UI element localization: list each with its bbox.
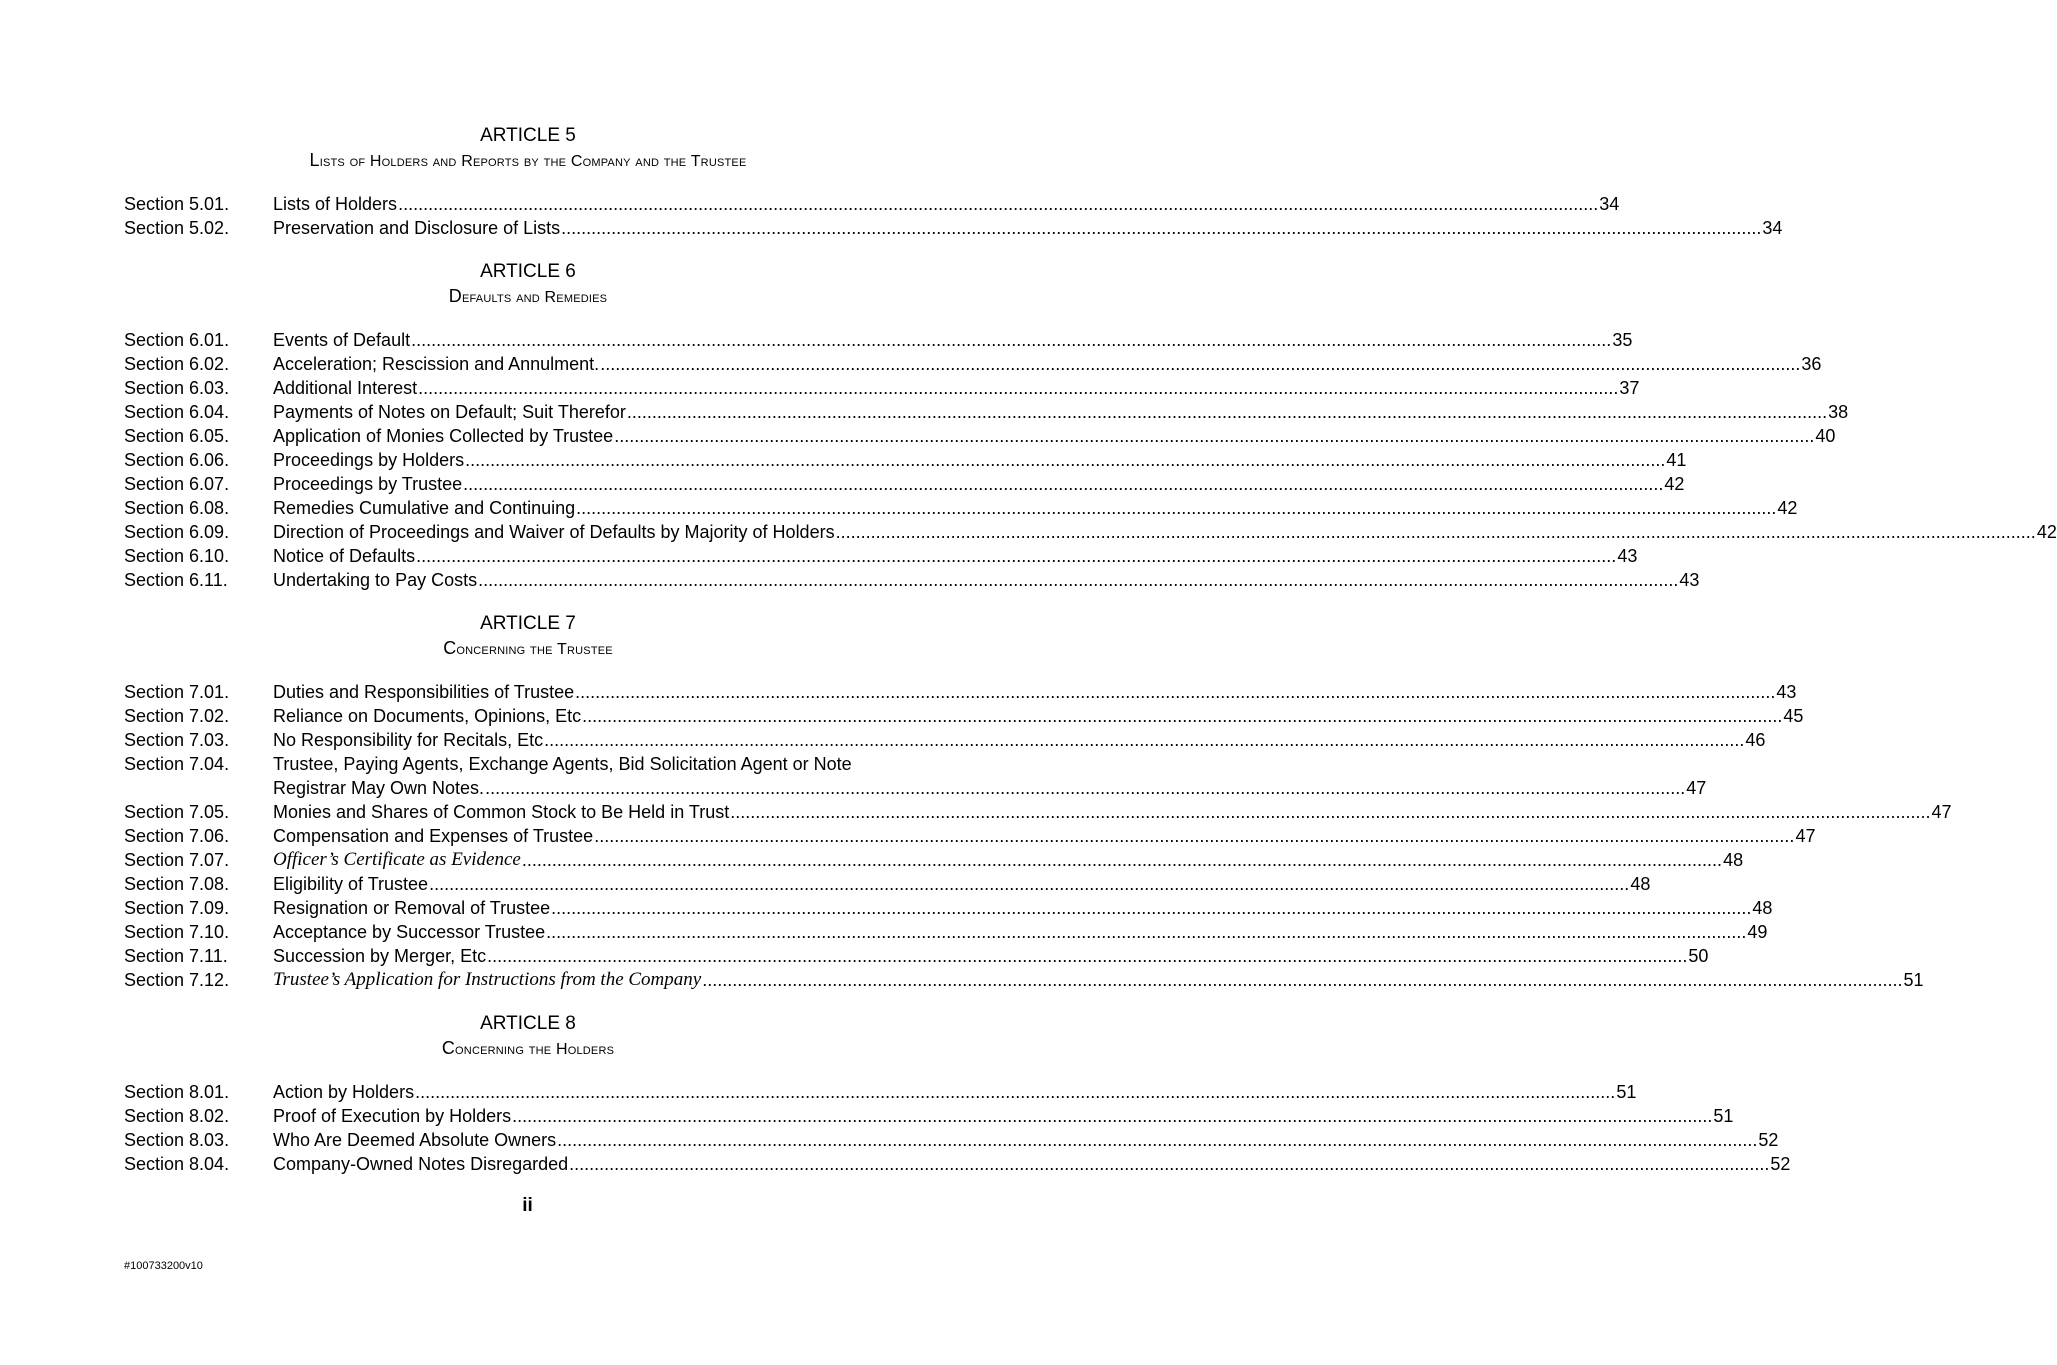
document-id: #100733200v10 [124,1260,203,1272]
toc-entry[interactable] [124,752,1707,800]
section-number: Section 5.01. [124,194,230,214]
page-number: 52 [1758,1130,1779,1150]
section-title: Succession by Merger, Etc [273,946,487,966]
section-title-line-2: Registrar May Own Notes. [273,778,485,798]
page-number: 48 [1630,874,1651,894]
page-number: 34 [1762,218,1783,238]
section-number: Section 7.06. [124,826,230,846]
section-number: Section 8.04. [124,1154,230,1174]
section-title: Action by Holders [273,1082,415,1102]
dot-leader [544,728,1744,752]
page-number: 45 [1783,706,1804,726]
toc-entry[interactable] [124,872,1651,896]
section-title: Officer’s Certificate as Evidence [273,849,521,870]
toc-entry[interactable] [124,920,1768,944]
section-number: Section 7.02. [124,706,230,726]
toc-entry[interactable] [124,544,1638,568]
page-number: 38 [1828,402,1849,422]
section-number: Section 6.02. [124,354,230,374]
section-number: Section 7.09. [124,898,230,918]
article-6 [124,260,2057,592]
article-5 [124,124,1783,240]
page-number: 49 [1747,922,1768,942]
page-number: 50 [1688,946,1709,966]
page-number: 47 [1686,778,1707,798]
toc-entry[interactable] [124,1152,1791,1176]
toc-entry[interactable] [124,1080,1637,1104]
article-heading: ARTICLE 7 [480,613,576,634]
dot-leader [398,192,1598,216]
section-number: Section 5.02. [124,218,230,238]
dot-leader [730,800,1930,824]
section-number: Section 7.12. [124,970,230,990]
section-title: Undertaking to Pay Costs [273,570,478,590]
dot-leader [551,896,1751,920]
toc-entry[interactable] [124,328,1633,352]
dot-leader [575,680,1775,704]
dot-leader [429,872,1629,896]
page-number: 43 [1679,570,1700,590]
section-number: Section 7.05. [124,802,230,822]
section-title: Compensation and Expenses of Trustee [273,826,594,846]
page-number: 46 [1745,730,1766,750]
section-title: Reliance on Documents, Opinions, Etc [273,706,582,726]
page-number: 37 [1619,378,1640,398]
page-number: 41 [1666,450,1687,470]
page-number: 35 [1612,330,1633,350]
page-number: 40 [1815,426,1836,446]
dot-leader [614,424,1814,448]
section-title: Company-Owned Notes Disregarded [273,1154,569,1174]
page-number: 42 [1777,498,1798,518]
dot-leader [561,216,1761,240]
section-title-line-1: Trustee, Paying Agents, Exchange Agents, Bid Solicitation Agent or Note [273,754,852,774]
section-number: Section 7.10. [124,922,230,942]
dot-leader [478,568,1678,592]
section-title: Direction of Proceedings and Waiver of Defaults by Majority of Holders [273,522,835,542]
dot-leader [415,1080,1615,1104]
section-number: Section 8.01. [124,1082,230,1102]
section-title: Notice of Defaults [273,546,416,566]
dot-leader [418,376,1618,400]
section-number: Section 6.07. [124,474,230,494]
section-number: Section 6.08. [124,498,230,518]
section-title: Acceleration; Rescission and Annulment. [273,354,600,374]
dot-leader [522,848,1722,872]
page-number: 51 [1616,1082,1637,1102]
section-title: Proof of Execution by Holders [273,1106,512,1126]
section-list [124,192,1783,240]
dot-leader [463,472,1663,496]
article-7 [124,612,1952,992]
toc-entry[interactable] [124,824,1816,848]
page-number: 51 [1903,970,1924,990]
toc-entry[interactable] [124,704,1804,728]
dot-leader [512,1104,1712,1128]
section-number: Section 6.09. [124,522,230,542]
page-number: 42 [1664,474,1685,494]
toc-entry[interactable] [124,376,1640,400]
toc-entry[interactable] [124,848,1744,872]
page-number: 47 [1795,826,1816,846]
dot-leader [465,448,1665,472]
toc-entry[interactable] [124,216,1783,240]
section-number: Section 7.08. [124,874,230,894]
section-number: Section 8.02. [124,1106,230,1126]
article-heading: ARTICLE 6 [480,261,576,282]
page-number: 48 [1752,898,1773,918]
section-title: Preservation and Disclosure of Lists [273,218,561,238]
section-title: No Responsibility for Recitals, Etc [273,730,544,750]
page-number: 36 [1801,354,1822,374]
section-title: Who Are Deemed Absolute Owners [273,1130,557,1150]
dot-leader [546,920,1746,944]
toc-entry[interactable] [124,424,1836,448]
page-number: 51 [1713,1106,1734,1126]
section-title: Trustee’s Application for Instructions from the Company [273,969,702,990]
toc-entry[interactable] [124,496,1798,520]
table-of-contents [124,124,2057,1196]
section-title: Events of Default [273,330,411,350]
toc-entry[interactable] [124,192,1620,216]
page-number: 43 [1776,682,1797,702]
section-number: Section 7.04. [124,754,230,774]
page-number: 48 [1723,850,1744,870]
dot-leader [702,968,1902,992]
dot-leader [594,824,1794,848]
toc-entry[interactable] [124,1128,1779,1152]
section-number: Section 6.05. [124,426,230,446]
toc-entry[interactable] [124,472,1685,496]
section-title: Duties and Responsibilities of Trustee [273,682,575,702]
section-title: Acceptance by Successor Trustee [273,922,546,942]
dot-leader [582,704,1782,728]
page-number: 52 [1770,1154,1791,1174]
section-list [124,1080,1791,1176]
article-subtitle: Concerning the Trustee [443,638,613,658]
section-title: Proceedings by Trustee [273,474,463,494]
section-title: Monies and Shares of Common Stock to Be Held in Trust [273,802,730,822]
section-number: Section 7.11. [124,946,228,966]
toc-entry[interactable] [124,568,1700,592]
toc-entry[interactable] [124,896,1773,920]
dot-leader [569,1152,1769,1176]
article-subtitle: Concerning the Holders [441,1038,615,1058]
page-number-footer: ii [522,1195,533,1216]
section-title: Remedies Cumulative and Continuing [273,498,576,518]
toc-entry[interactable] [124,680,1797,704]
section-title: Additional Interest [273,378,418,398]
toc-entry[interactable] [124,352,1822,376]
dot-leader [411,328,1611,352]
section-title: Eligibility of Trustee [273,874,429,894]
toc-entry[interactable] [124,800,1952,824]
section-list [124,328,2057,592]
section-title: Resignation or Removal of Trustee [273,898,551,918]
article-subtitle: Defaults and Remedies [448,286,608,306]
dot-leader [416,544,1616,568]
section-title: Application of Monies Collected by Trustee [273,426,614,446]
section-title: Lists of Holders [273,194,398,214]
dot-leader [836,520,2036,544]
section-number: Section 6.03. [124,378,230,398]
section-number: Section 6.10. [124,546,230,566]
section-number: Section 6.04. [124,402,230,422]
article-heading: ARTICLE 5 [480,125,576,146]
dot-leader [576,496,1776,520]
article-heading: ARTICLE 8 [480,1013,576,1034]
section-number: Section 8.03. [124,1130,230,1150]
toc-entry[interactable] [124,728,1766,752]
toc-entry[interactable] [124,1104,1734,1128]
article-8 [124,1012,1791,1176]
toc-entry[interactable] [124,520,2057,544]
page-number: 43 [1617,546,1638,566]
page-number: 42 [2036,522,2057,542]
section-number: Section 6.11. [124,570,228,590]
toc-entry[interactable] [124,448,1687,472]
dot-leader [485,776,1685,800]
toc-entry[interactable] [124,944,1709,968]
article-subtitle: Lists of Holders and Reports by the Company and the Trustee [309,150,747,170]
page-number: 34 [1599,194,1620,214]
section-title: Payments of Notes on Default; Suit Therefor [273,402,626,422]
dot-leader [627,400,1827,424]
section-number: Section 6.06. [124,450,230,470]
section-number: Section 6.01. [124,330,230,350]
dot-leader [557,1128,1757,1152]
dot-leader [487,944,1687,968]
section-list [124,680,1952,992]
toc-entry[interactable] [124,400,1849,424]
section-number: Section 7.01. [124,682,230,702]
section-title: Proceedings by Holders [273,450,465,470]
dot-leader [600,352,1800,376]
section-number: Section 7.07. [124,850,230,870]
page-number: 47 [1931,802,1952,822]
section-number: Section 7.03. [124,730,230,750]
toc-entry[interactable] [124,968,1924,992]
